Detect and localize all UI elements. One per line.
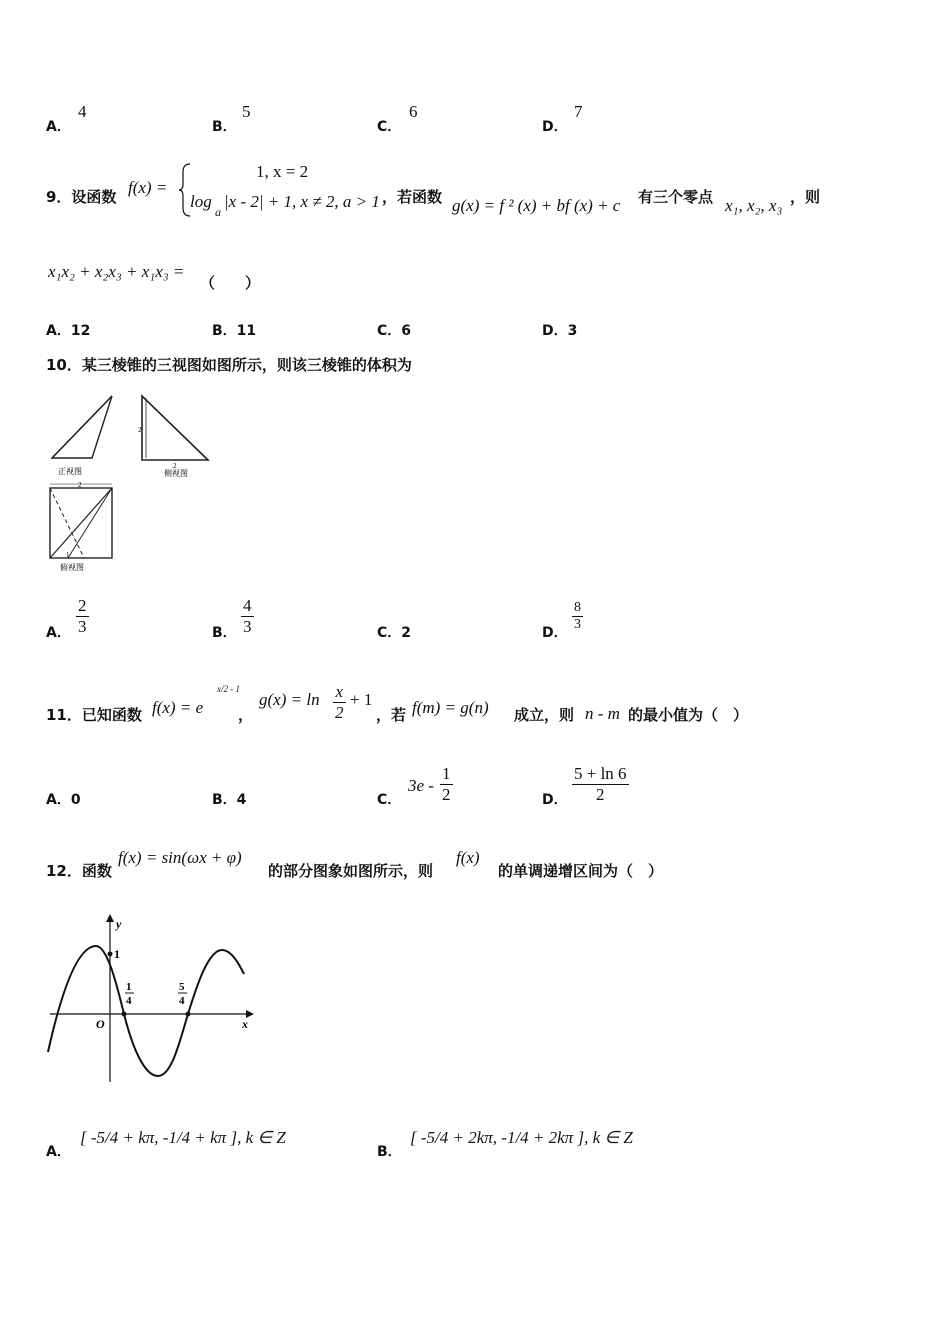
q9-option-a: A．12: [46, 323, 91, 339]
q12-option-a-label: A．: [46, 1144, 71, 1160]
y-tick-label: 1: [114, 947, 120, 961]
side-view-height: 2: [138, 426, 142, 434]
front-view-label: 正视图: [58, 467, 82, 476]
q11-text3: 成立，则: [514, 706, 575, 724]
q11-option-c-pre: 3e -: [408, 776, 434, 795]
q8-option-b-value: 5: [242, 102, 251, 121]
q12-number: 12．函数: [46, 862, 112, 880]
q11-option-c-frac: $\frac{1}{2}$: [442, 764, 451, 804]
q9-case1: 1, x = 2: [256, 162, 309, 181]
q8-option-a-label: A．: [46, 119, 71, 135]
q12-text3: 的单调递增区间为（ ）: [498, 862, 664, 880]
q11-gx-frac: $\frac{x}{2}$: [335, 682, 344, 722]
q9-zeros: x₁, x₂, x₃: [725, 196, 783, 215]
q11-gx: g(x) = ln: [259, 690, 320, 709]
q9-expression: x₁x₂ + x₂x₃ + x₁x₃ =: [48, 262, 185, 281]
top-view-bottom: 1: [66, 551, 70, 559]
q11-text2: ，若: [376, 706, 407, 724]
q12-option-b-text: [ -5/4 + 2kπ, -1/4 + 2kπ ], k ∈ Z: [410, 1128, 633, 1147]
q11-fx: f(x) = e: [152, 698, 204, 717]
q9-case2: log: [190, 192, 212, 211]
q9-answer-paren: （ ）: [200, 274, 261, 292]
q12-sine-graph: [44, 910, 264, 1086]
q12-text2: 的部分图象如图所示，则: [268, 862, 434, 880]
zero-point-2: [186, 1012, 191, 1017]
top-view-label: 俯视图: [60, 563, 84, 572]
q9-option-d: D．3: [542, 323, 578, 339]
q11-comma: ，: [238, 706, 254, 724]
q9-number: 9．设函数: [46, 188, 117, 206]
q10-option-a-frac: $\frac{2}{3}$: [78, 596, 87, 636]
q10-option-a-label: A．: [46, 625, 71, 641]
top-view-inner-line: [68, 488, 112, 558]
q11-diff: n - m: [585, 704, 620, 723]
q10-three-views-figure: [40, 390, 220, 580]
q8-option-d-label: D．: [542, 119, 568, 135]
q9-case2-sub: a: [215, 205, 221, 219]
q9-fx: f(x) =: [128, 178, 168, 197]
top-view-dashed-diagonal: [50, 488, 84, 558]
q9-gx: g(x) = f ² (x) + bf (x) + c: [452, 196, 621, 215]
q12-fx2: f(x): [456, 848, 480, 867]
x-axis-label: x: [242, 1017, 248, 1031]
x-tick-2-num: 5: [179, 981, 185, 993]
q8-option-d-value: 7: [574, 102, 583, 121]
q10-option-c: C．2: [377, 625, 412, 641]
q9-text3: 有三个零点: [638, 188, 714, 206]
y-axis-arrow: [106, 914, 114, 922]
q9-option-b: B．11: [212, 323, 257, 339]
q10-option-d-label: D．: [542, 625, 568, 641]
q11-fx-exponent: x/2 - 1: [217, 684, 240, 694]
side-view-width: 2: [173, 462, 177, 470]
q10-stem: 10．某三棱锥的三视图如图所示，则该三棱锥的体积为: [46, 356, 412, 374]
zero-point-1: [122, 1012, 127, 1017]
q12-option-b-label: B．: [377, 1144, 402, 1160]
side-view-triangle: [142, 396, 208, 460]
q9-text4: ，则: [790, 188, 821, 206]
q12-fx: f(x) = sin(ωx + φ): [118, 848, 242, 867]
top-view-solid-diagonal: [50, 488, 112, 558]
q11-option-a: A．0: [46, 792, 81, 808]
origin-label: O: [96, 1017, 105, 1031]
q11-option-c-label: C．: [377, 792, 402, 808]
q9-text2: ，若函数: [382, 188, 443, 206]
q10-option-d-frac: $\frac{8}{3}$: [574, 600, 581, 633]
q8-option-a-value: 4: [78, 102, 87, 121]
q11-option-d-frac: $\frac{5 + \ln 6}{2}$: [574, 764, 627, 804]
q10-option-b-label: B．: [212, 625, 237, 641]
sine-curve: [48, 946, 244, 1076]
y-axis-label: y: [116, 917, 122, 931]
q8-option-c-value: 6: [409, 102, 418, 121]
q11-condition: f(m) = g(n): [412, 698, 489, 717]
q11-text4: 的最小值为（ ）: [628, 706, 749, 724]
y-intercept-point: [108, 952, 113, 957]
q11-option-d-label: D．: [542, 792, 568, 808]
q8-option-c-label: C．: [377, 119, 402, 135]
q12-option-a-text: [ -5/4 + kπ, -1/4 + kπ ], k ∈ Z: [80, 1128, 286, 1147]
x-tick-1-num: 1: [126, 981, 132, 993]
q11-number: 11．已知函数: [46, 706, 142, 724]
q11-option-b: B．4: [212, 792, 247, 808]
side-view-label: 侧视图: [164, 469, 188, 478]
q9-case2-rest: |x - 2| + 1, x ≠ 2, a > 1: [224, 192, 380, 211]
top-view-width: 2: [78, 481, 82, 489]
x-tick-1-den: 4: [126, 995, 132, 1007]
q9-option-c: C．6: [377, 323, 412, 339]
x-tick-2-den: 4: [179, 995, 185, 1007]
q8-option-b-label: B．: [212, 119, 237, 135]
q10-option-b-frac: $\frac{4}{3}$: [243, 596, 252, 636]
q11-gx-tail: + 1: [350, 690, 373, 709]
